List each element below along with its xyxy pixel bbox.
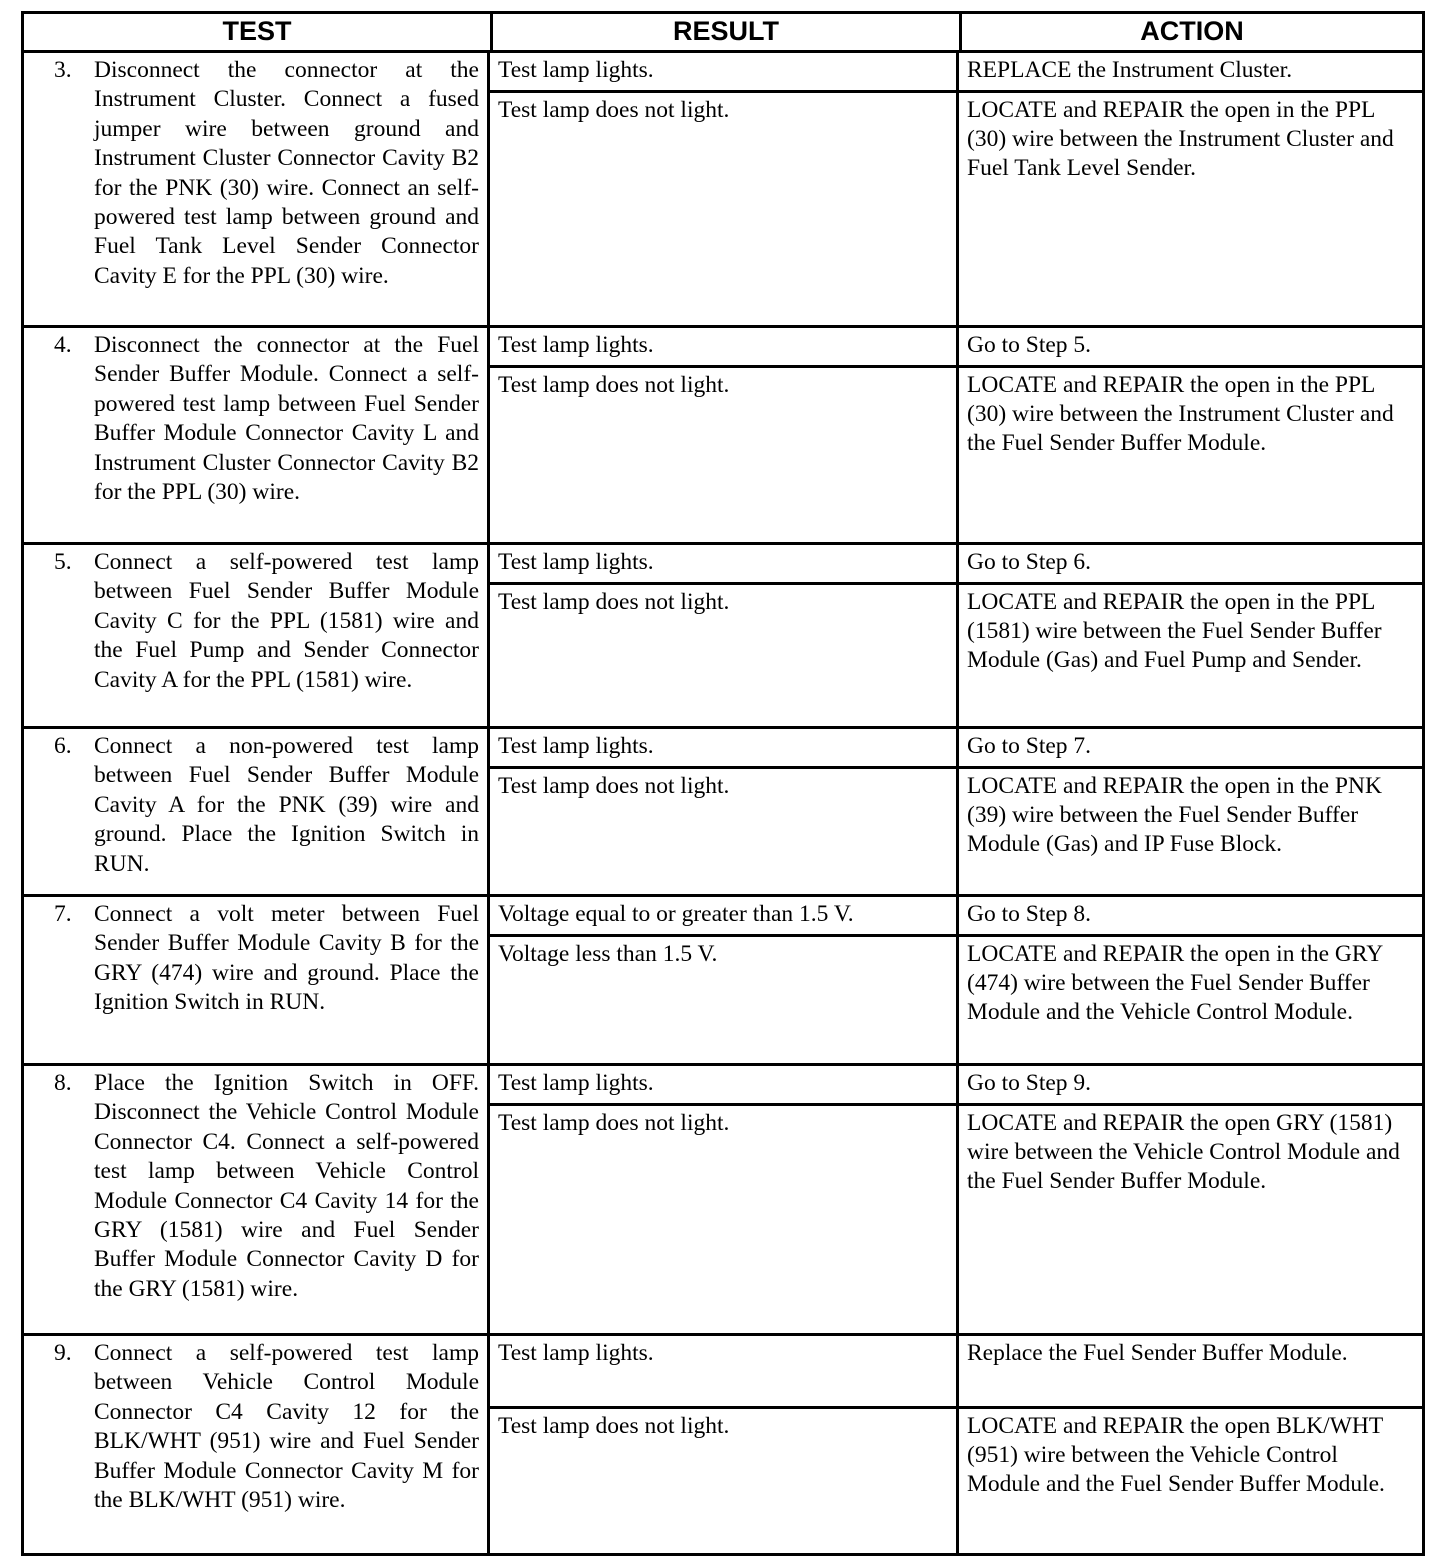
result-text: Test lamp lights. [498, 1070, 654, 1096]
action-text: Go to Step 7. [967, 733, 1092, 759]
test-text: Connect a volt meter between Fuel Sender Buffer Module Cavity B for the GRY (474) wire and ground. Place the Ignition Switch in RUN. [94, 901, 479, 1016]
test-text: Place the Ignition Switch in OFF. Disconnect the Vehicle Control Module Connector C4. Connect a self-powered test lamp between Vehicle Control Module Connector C4 Cavity 14 for the GRY (1581) wire and Fuel Sender Buffer Module Connector Cavity D for the GRY (1581) wire. [94, 1070, 479, 1302]
diagnostic-table [21, 11, 1425, 1556]
action-text: Replace the Fuel Sender Buffer Module. [967, 1340, 1348, 1366]
table-row [24, 1066, 1422, 1336]
table-row [24, 729, 1422, 897]
table-row [24, 897, 1422, 1066]
result-text: Test lamp lights. [498, 1340, 654, 1366]
test-step [24, 897, 487, 1063]
test-text: Disconnect the connector at the Fuel Sender Buffer Module. Connect a self-powered test lamp between Fuel Sender Buffer Module Connector Cavity L and Instrument Cluster Connector Cavity B2 for the PPL (30) wire. [94, 332, 479, 506]
action-text: REPLACE the Instrument Cluster. [967, 57, 1293, 83]
result-text: Test lamp does not light. [498, 773, 730, 799]
test-text: Connect a self-powered test lamp between Fuel Sender Buffer Module Cavity C for the PPL (1581) wire and the Fuel Pump and Sender Connector Cavity A for the PPL (1581) wire. [94, 549, 479, 693]
result-text: Voltage less than 1.5 V. [498, 941, 718, 967]
action-text: Go to Step 5. [967, 332, 1092, 358]
step-number: 8. [54, 1070, 72, 1096]
step-number: 7. [54, 901, 72, 927]
action-text: Go to Step 9. [967, 1070, 1092, 1096]
action-text: LOCATE and REPAIR the open BLK/WHT (951) wire between the Vehicle Control Module and the Fuel Sender Buffer Module. [967, 1413, 1385, 1497]
test-text: Connect a self-powered test lamp between Vehicle Control Module Connector C4 Cavity 12 for the BLK/WHT (951) wire and Fuel Sender Buffer Module Connector Cavity M for the BLK/WHT (951) wire. [94, 1340, 479, 1514]
result-text: Test lamp does not light. [498, 1413, 730, 1439]
action-text: LOCATE and REPAIR the open in the PPL (1581) wire between the Fuel Sender Buffer Module (Gas) and Fuel Pump and Sender. [967, 589, 1382, 673]
test-step [24, 545, 487, 726]
action-text: Go to Step 8. [967, 901, 1092, 927]
step-number: 9. [54, 1340, 72, 1366]
result-text: Test lamp lights. [498, 733, 654, 759]
test-step [24, 1336, 487, 1550]
test-step [24, 1066, 487, 1333]
result-text: Test lamp does not light. [498, 97, 730, 123]
action-text: LOCATE and REPAIR the open GRY (1581) wire between the Vehicle Control Module and the Fuel Sender Buffer Module. [967, 1110, 1400, 1194]
step-number: 3. [54, 57, 72, 83]
action-text: LOCATE and REPAIR the open in the GRY (474) wire between the Fuel Sender Buffer Module and the Vehicle Control Module. [967, 941, 1383, 1025]
action-text: LOCATE and REPAIR the open in the PPL (30) wire between the Instrument Cluster and Fuel Tank Level Sender. [967, 97, 1394, 181]
step-number: 6. [54, 733, 72, 759]
step-number: 4. [54, 332, 72, 358]
test-text: Connect a non-powered test lamp between Fuel Sender Buffer Module Cavity A for the PNK (39) wire and ground. Place the Ignition Switch in RUN. [94, 733, 479, 877]
test-step [24, 729, 487, 894]
result-text: Test lamp lights. [498, 332, 654, 358]
header-action: ACTION [1140, 16, 1244, 46]
header-test: TEST [222, 16, 292, 46]
header-result: RESULT [673, 16, 779, 46]
action-text: LOCATE and REPAIR the open in the PNK (39) wire between the Fuel Sender Buffer Module (Gas) and IP Fuse Block. [967, 773, 1382, 857]
action-text: LOCATE and REPAIR the open in the PPL (30) wire between the Instrument Cluster and the Fuel Sender Buffer Module. [967, 372, 1394, 456]
result-text: Test lamp does not light. [498, 1110, 730, 1136]
action-text: Go to Step 6. [967, 549, 1092, 575]
test-step [24, 53, 487, 325]
step-number: 5. [54, 549, 72, 575]
test-text: Disconnect the connector at the Instrument Cluster. Connect a fused jumper wire between ground and Instrument Cluster Connector Cavity B2 for the PNK (30) wire. Connect an self-powered test lamp between ground and Fuel Tank Level Sender Connector Cavity E for the PPL (30) wire. [94, 57, 479, 289]
table-header [24, 14, 1422, 53]
result-text: Test lamp does not light. [498, 589, 730, 615]
result-text: Test lamp lights. [498, 549, 654, 575]
result-text: Voltage equal to or greater than 1.5 V. [498, 901, 854, 927]
table-row [24, 545, 1422, 729]
table-row [24, 53, 1422, 328]
table-row [24, 1336, 1422, 1553]
test-step [24, 328, 487, 542]
table-row [24, 328, 1422, 545]
result-text: Test lamp does not light. [498, 372, 730, 398]
result-text: Test lamp lights. [498, 57, 654, 83]
